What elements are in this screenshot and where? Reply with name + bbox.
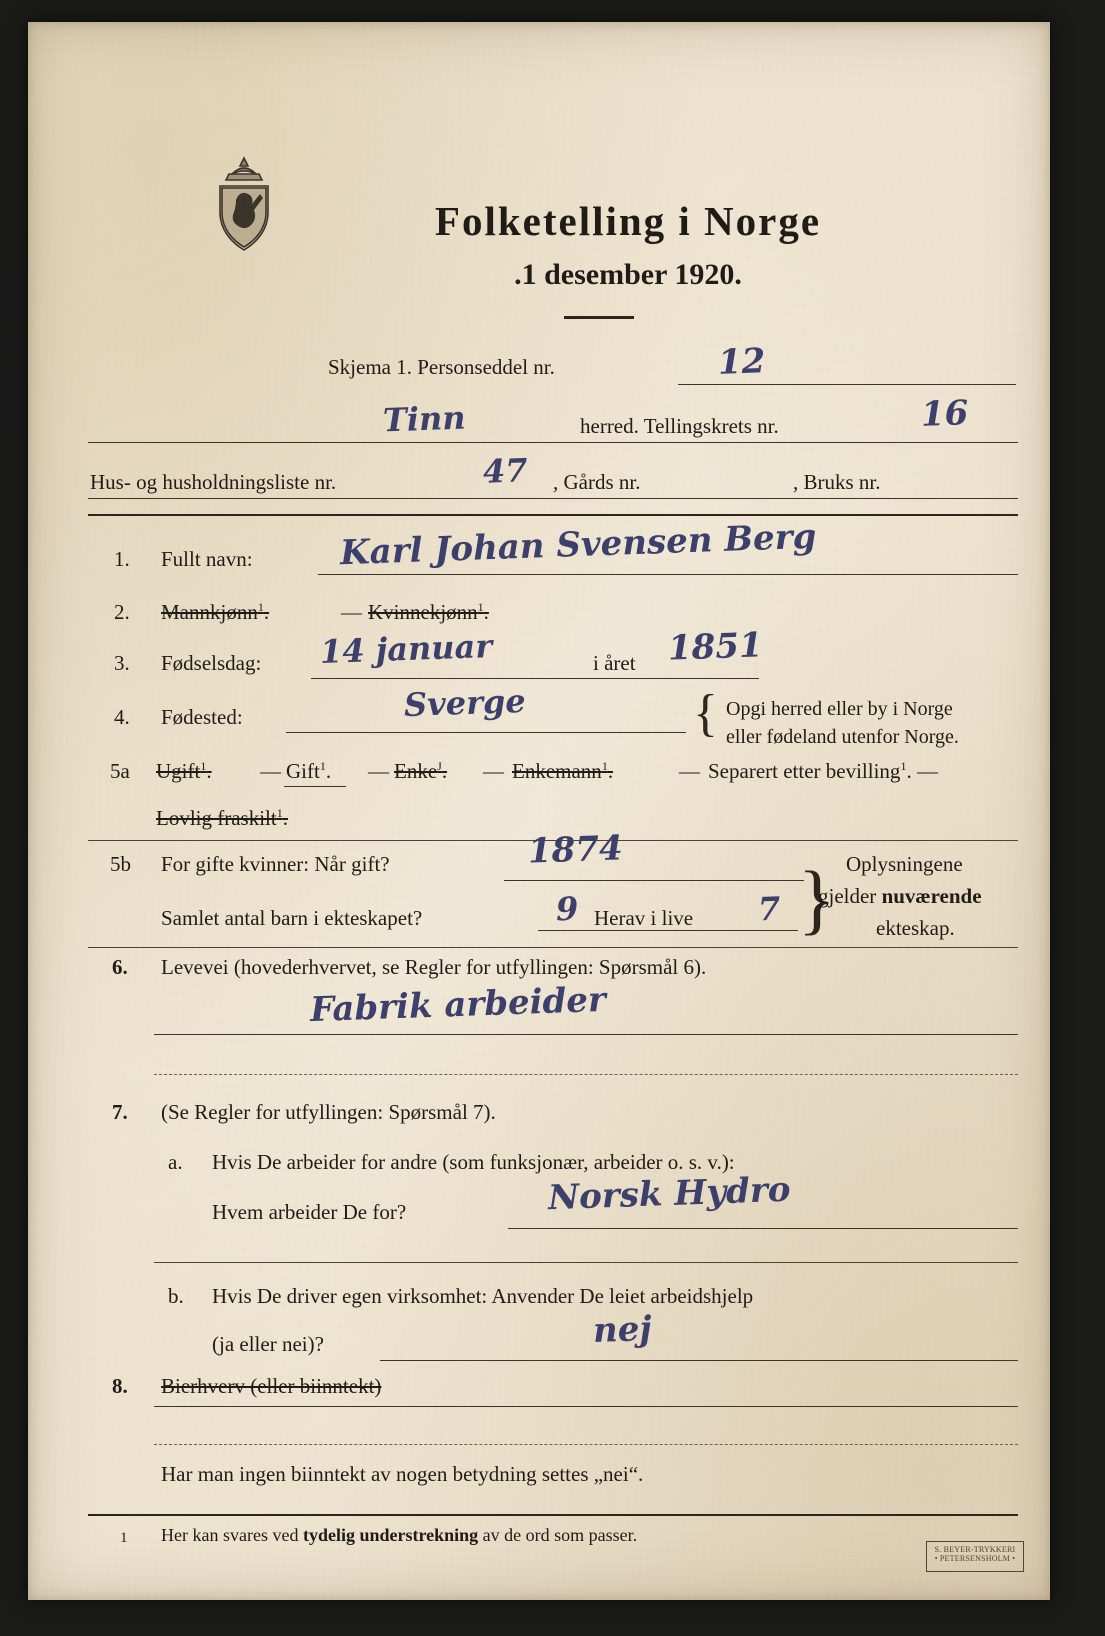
row7a-letter: a. [168, 1150, 183, 1174]
row5a-fraskilt-option[interactable]: Lovlig fraskilt$^1$. [156, 806, 288, 830]
row2-female-option[interactable]: Kvinnekjønn$^1$. [368, 600, 489, 624]
house-value: 47 [482, 451, 529, 491]
row6-label: Levevei (hovederhvervet, se Regler for utfyllingen: Spørsmål 6). [161, 955, 707, 979]
herred-label: herred. Tellingskrets nr. [580, 414, 779, 438]
row7b-label: Hvis De driver egen virksomhet: Anvender De leiet arbeidshjelp [212, 1284, 754, 1308]
row5b-line [504, 880, 804, 881]
row8-divider [154, 1444, 1018, 1445]
row7a-label: Hvis De arbeider for andre (som funksjonær, arbeider o. s. v.): [212, 1150, 735, 1174]
row3-number: 3. [114, 651, 130, 675]
row4-line [286, 732, 686, 733]
row5a-enke-label: Enke [394, 759, 438, 783]
printer-stamp-line1: S. BEYER-TRYKKERI [934, 1545, 1016, 1554]
title-divider [564, 316, 634, 319]
row4-note-line2: eller fødeland utenfor Norge. [726, 726, 959, 748]
row5a-enkemann-option[interactable]: Enkemann$^1$. [512, 759, 614, 783]
gard-label: , Gårds nr. [553, 470, 641, 494]
printer-stamp [926, 1541, 1024, 1572]
footnote-a: Her kan svares ved [161, 1525, 303, 1545]
herred-value: Tinn [382, 398, 467, 440]
row5a-ugift-label: Ugift [156, 759, 201, 783]
row4-label: Fødested: [161, 705, 243, 729]
row5b-note-line2 [818, 884, 982, 909]
bruk-label: , Bruks nr. [793, 470, 881, 494]
norway-coat-of-arms-icon [196, 140, 292, 268]
row5a-ugift-option[interactable]: Ugift$^1$. [156, 759, 212, 783]
row3-value-birthday: 14 januar [319, 627, 493, 671]
row1-line [318, 574, 1018, 575]
footer-divider [88, 1514, 1018, 1516]
row5b-children-line [538, 930, 798, 931]
row2-female-label: Kvinnekjønn [368, 600, 478, 624]
row5a-enkemann-label: Enkemann [512, 759, 602, 783]
row5b-note-line3: ekteskap. [876, 916, 955, 940]
herred-line [88, 442, 1018, 443]
row5a-dash2: — [368, 759, 389, 783]
row5b-label: For gifte kvinner: Når gift? [161, 852, 390, 876]
row5b-number: 5b [110, 852, 131, 876]
page-title: Folketelling i Norge [434, 198, 822, 244]
row5a-number: 5a [110, 759, 130, 783]
row5b-alive-count: 7 [757, 889, 781, 929]
row8-label[interactable]: Bierhverv (eller biinntekt) [161, 1374, 382, 1398]
row7-label: (Se Regler for utfyllingen: Spørsmål 7). [161, 1100, 496, 1124]
row2-number: 2. [114, 600, 130, 624]
row6-divider-top [88, 947, 1018, 948]
row5b-children-label: Samlet antal barn i ekteskapet? [161, 906, 423, 930]
row6-number: 6. [112, 955, 128, 979]
row5a-separert-label: Separert etter bevilling [708, 759, 901, 783]
printer-stamp-line2: • PETERSENSHOLM • [934, 1554, 1016, 1563]
row5b-children-count: 9 [555, 889, 579, 929]
row3-line [311, 678, 759, 679]
row5b-note2-a: gjelder [818, 884, 882, 908]
footnote-b: tydelig understrekning [302, 1525, 479, 1545]
row7a-divider [154, 1262, 1018, 1263]
row5a-dash3: — [483, 759, 504, 783]
row2-dash: — [341, 600, 362, 624]
page-subtitle: .1 desember 1920. [514, 258, 742, 291]
schema-number-line [678, 384, 1016, 385]
row5a-dash4: — [679, 759, 700, 783]
row7a-value-employer: Norsk Hydro [547, 1169, 792, 1219]
footnote-c: av de ord som passer. [478, 1525, 638, 1545]
row5b-note2-b: nuværende [881, 884, 982, 908]
row6-value-occupation: Fabrik arbeider [309, 979, 607, 1031]
row1-number: 1. [114, 547, 130, 571]
census-form-page [28, 22, 1050, 1600]
row5a-fraskilt-label: Lovlig fraskilt [156, 806, 277, 830]
row5a-gift-underline [284, 786, 346, 787]
house-line [88, 498, 1018, 499]
row3-value-year: 1851 [667, 625, 764, 669]
row6-divider-bottom [154, 1074, 1018, 1075]
row5a-enke-option[interactable]: Enke$^J$. [394, 759, 448, 783]
row8-line [154, 1406, 1018, 1407]
row2-male-label: Mannkjønn [161, 600, 258, 624]
row7a-line [508, 1228, 1018, 1229]
row7b-letter: b. [168, 1284, 184, 1308]
footnote-text [161, 1525, 637, 1546]
section-divider-top [88, 514, 1018, 516]
row7-number: 7. [112, 1100, 128, 1124]
row1-label: Fullt navn: [161, 547, 253, 571]
row4-number: 4. [114, 705, 130, 729]
row4-brace: { [693, 685, 718, 742]
row5a-separert-option[interactable]: Separert etter bevilling$^1$. — [708, 759, 938, 783]
row5b-note-line1: Oplysningene [846, 852, 963, 876]
house-label: Hus- og husholdningsliste nr. [90, 470, 337, 494]
row5a-gift-label: Gift [286, 759, 320, 783]
krets-value: 16 [920, 393, 970, 435]
row5b-brace: } [798, 855, 836, 942]
row4-note-line1: Opgi herred eller by i Norge [726, 698, 953, 720]
row1-value-fullname: Karl Johan Svensen Berg [339, 516, 817, 574]
row3-label: Fødselsdag: [161, 651, 262, 675]
footnote-marker: 1 [120, 1530, 128, 1546]
row8-number: 8. [112, 1374, 128, 1398]
row5b-value-married-year: 1874 [527, 828, 624, 872]
row2-male-option[interactable]: Mannkjønn$^1$. [161, 600, 270, 624]
row6-line [154, 1034, 1018, 1035]
row4-value-birthplace: Sverge [403, 681, 527, 725]
row7b-value-hired-help: nej [592, 1308, 653, 1352]
row7b-line [380, 1360, 1018, 1361]
footer-note: Har man ingen biinntekt av nogen betydning settes „nei“. [161, 1462, 644, 1486]
schema-label: Skjema 1. Personseddel nr. [328, 355, 555, 379]
row3-year-label: i året [593, 651, 636, 675]
row5a-gift-option[interactable]: Gift$^1$. [286, 759, 332, 783]
row5a-dash1: — [260, 759, 281, 783]
row7a-question: Hvem arbeider De for? [212, 1200, 407, 1224]
schema-number-value: 12 [717, 341, 767, 383]
row5b-alive-label: Herav i live [594, 906, 694, 930]
row7b-question: (ja eller nei)? [212, 1332, 324, 1356]
